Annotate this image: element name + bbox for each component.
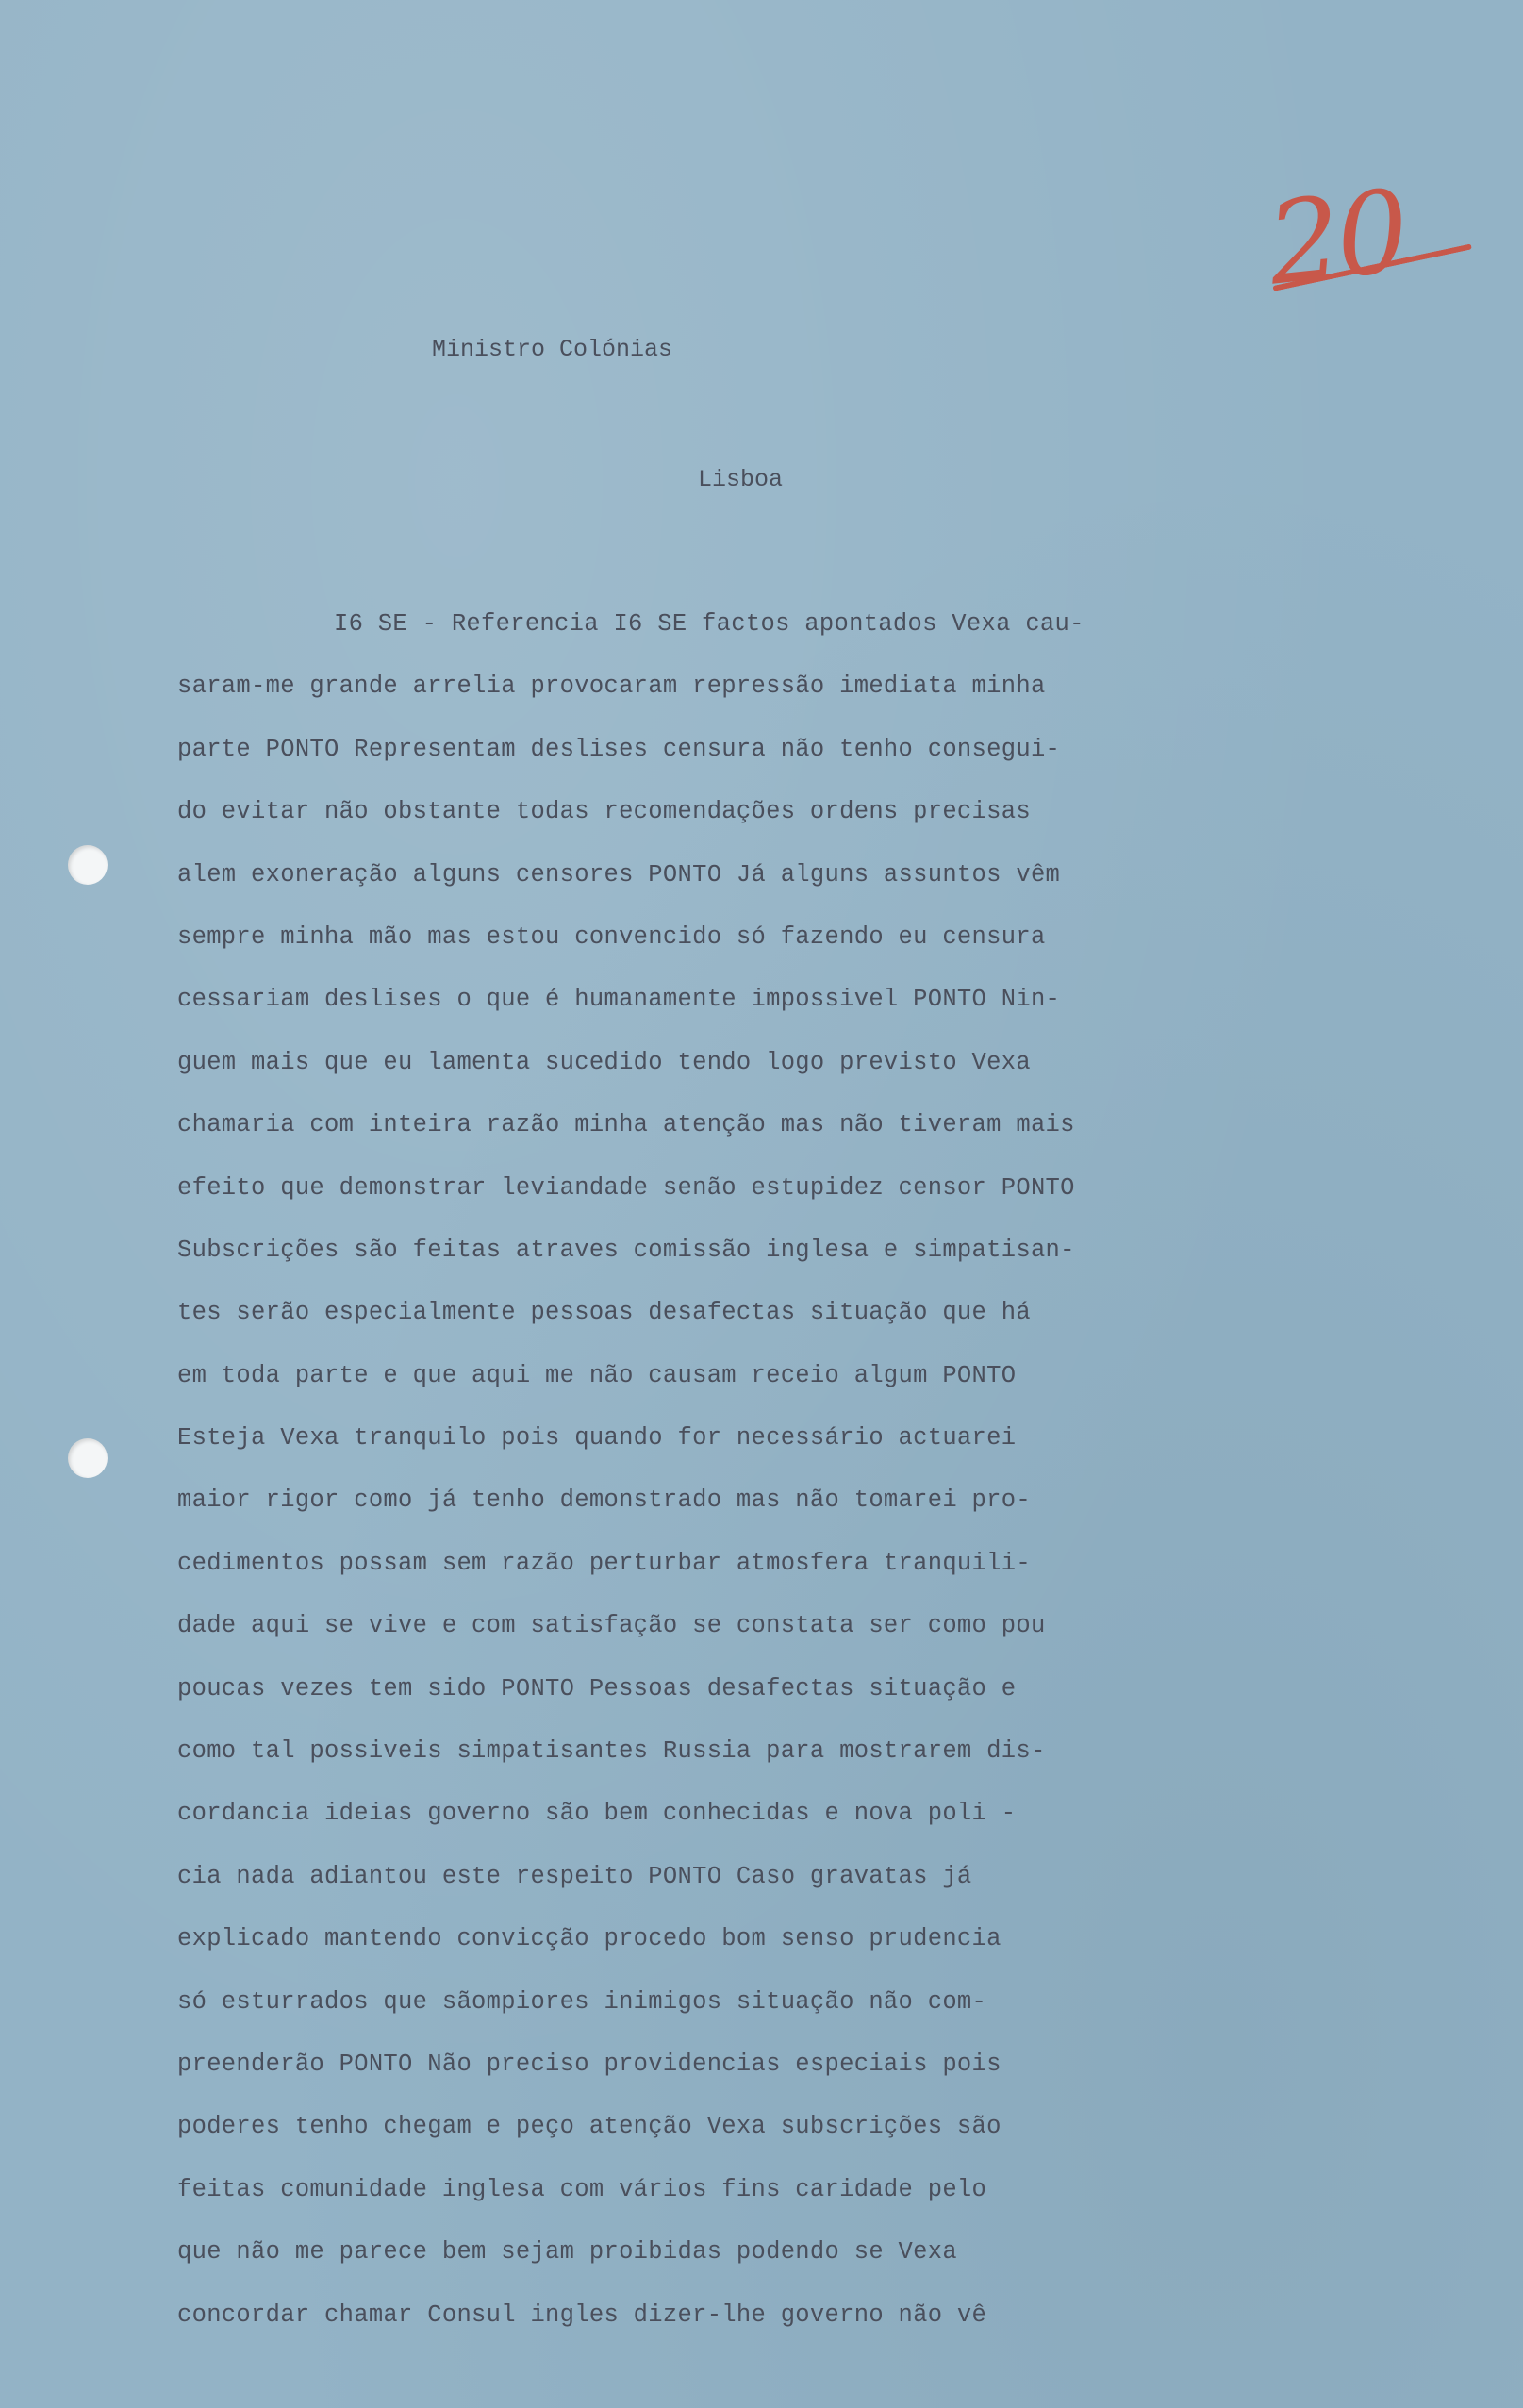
city-line: Lisboa [698,466,784,493]
body-line: poucas vezes tem sido PONTO Pessoas desafectas situação e [177,1674,1017,1702]
body-line: sempre minha mão mas estou convencido só fazendo eu censura [177,922,1046,951]
body-line: guem mais que eu lamenta sucedido tendo logo previsto Vexa [177,1048,1031,1076]
body-line: dade aqui se vive e com satisfação se constata ser como pou [177,1612,1046,1640]
folio-annotation [1262,166,1485,335]
body-line: só esturrados que sãompiores inimigos situação não com- [177,1987,987,2016]
body-line: Esteja Vexa tranquilo pois quando for necessário actuarei [177,1424,1017,1453]
punch-hole-upper [68,845,108,885]
body-line: Subscrições são feitas atraves comissão inglesa e simpatisan- [177,1236,1075,1264]
body-line: efeito que demonstrar leviandade senão estupidez censor PONTO [177,1173,1075,1202]
body-line: tes serão especialmente pessoas desafectas situação que há [177,1299,1031,1327]
body-line: saram-me grande arrelia provocaram repressão imediata minha [177,673,1046,701]
addressee-line: Ministro Colónias [432,336,673,363]
body-line: em toda parte e que aqui me não causam receio algum PONTO [177,1361,1017,1389]
body-line: chamaria com inteira razão minha atenção mas não tiveram mais [177,1111,1075,1139]
body-line: parte PONTO Representam deslises censura não tenho consegui- [177,735,1061,763]
body-line: feitas comunidade inglesa com vários fins caridade pelo [177,2175,987,2203]
body-line: concordar chamar Consul ingles dizer-lhe governo não vê [177,2300,987,2329]
body-line: cessariam deslises o que é humanamente impossivel PONTO Nin- [177,986,1061,1014]
body-line: cia nada adiantou este respeito PONTO Caso gravatas já [177,1862,972,1890]
body-line: I6 SE - Referencia I6 SE factos apontados Vexa cau- [334,610,1084,638]
body-line: poderes tenho chegam e peço atenção Vexa subscrições são [177,2113,1002,2141]
body-line: preenderão PONTO Não preciso providencias especiais pois [177,2050,1002,2078]
telegram-body [177,606,1177,2359]
body-line: como tal possiveis simpatisantes Russia para mostrarem dis- [177,1737,1046,1766]
folio-number: 20 [1262,166,1412,311]
punch-hole-lower [68,1438,108,1478]
body-line: cedimentos possam sem razão perturbar atmosfera tranquili- [177,1549,1031,1577]
body-line: maior rigor como já tenho demonstrado mas não tomarei pro- [177,1486,1031,1515]
body-line: cordancia ideias governo são bem conhecidas e nova poli - [177,1800,1017,1828]
body-line: que não me parece bem sejam proibidas podendo se Vexa [177,2238,957,2267]
body-line: explicado mantendo convicção procedo bom senso prudencia [177,1925,1002,1953]
body-line: alem exoneração alguns censores PONTO Já alguns assuntos vêm [177,860,1061,888]
body-line: do evitar não obstante todas recomendações ordens precisas [177,798,1031,826]
